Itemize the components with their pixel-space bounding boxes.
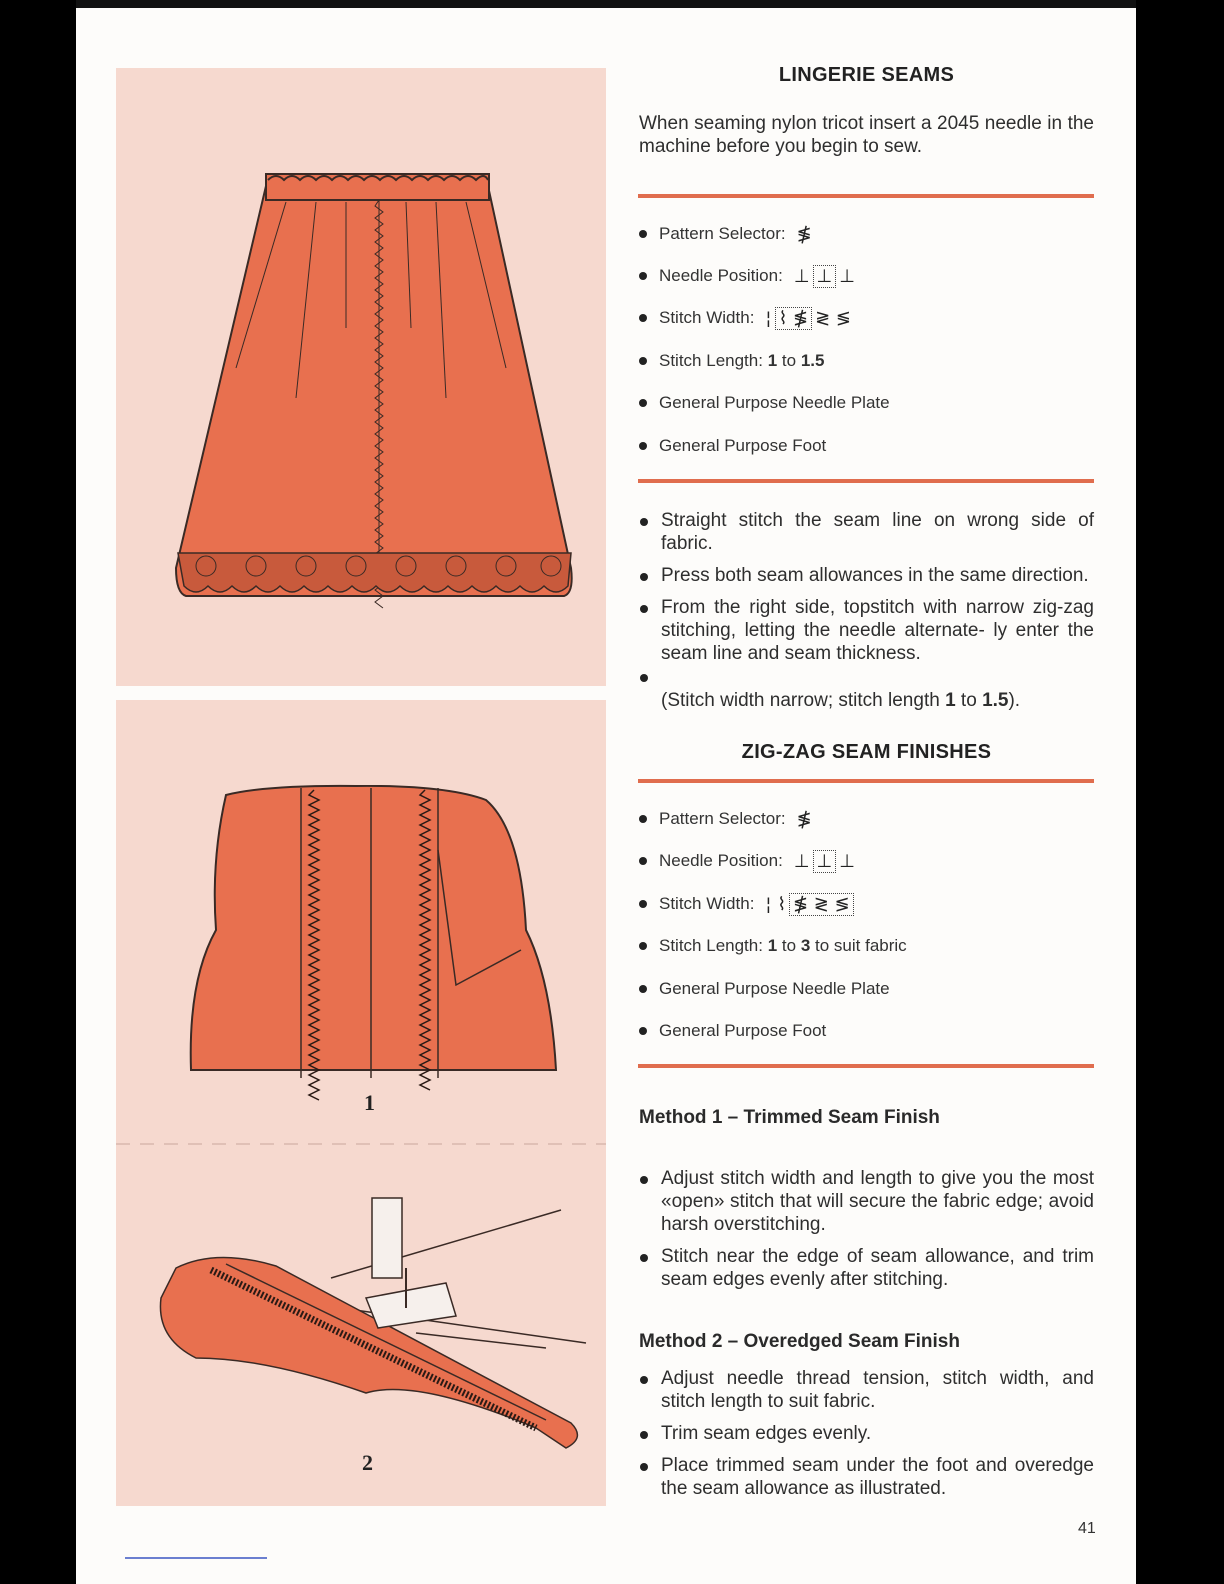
pattern-selector-spec: Pattern Selector: ≸ [639,219,815,249]
list-item: Adjust stitch width and length to give you the most «open» stitch that will secure the fabric edge; avoid harsh overstitching. [639,1167,1094,1236]
page-number: 41 [1078,1520,1096,1537]
stitch-width-spec: Stitch Width: ¦ ⌇ ≸ ≷ ≶ [639,889,854,919]
divider [638,779,1094,783]
method-2-title: Method 2 – Overedged Seam Finish [639,1331,960,1352]
divider [638,479,1094,483]
list-item: Place trimmed seam under the foot and overedge the seam allowance as illustrated. [639,1454,1094,1500]
stitch-width-icon: ¦ ⌇ ≸ ≷ ≶ [765,307,851,329]
stitch-length-spec: Stitch Length: 1 to 3 to suit fabric [639,931,907,961]
seam-figure-1 [116,700,606,1138]
zigzag-pattern-icon: ≸ [796,808,812,830]
needle-right-icon: ⊥ [839,265,855,287]
figure-2-label: 2 [362,1450,373,1475]
needle-center-icon: ⊥ [813,850,837,873]
needle-left-icon: ⊥ [793,850,810,872]
divider [638,1064,1094,1068]
needle-center-icon: ⊥ [813,265,837,288]
stitch-width-icon: ¦ ⌇ ≸ ≷ ≶ [762,893,853,916]
seam-fabric-drawing [116,700,606,1138]
list-item: From the right side, topstitch with narrow zig-zag stitching, letting the needle alternate- ly enter the seam line and seam thickness. [639,596,1094,665]
scan-right-margin [1136,0,1224,1584]
seam-figure-2 [116,1138,606,1506]
list-item: Adjust needle thread tension, stitch width, and stitch length to suit fabric. [639,1367,1094,1413]
skirt-illustration [116,68,606,686]
list-item: Stitch near the edge of seam allowance, and trim seam edges evenly after stitching. [639,1245,1094,1291]
zigzag-title: ZIG-ZAG SEAM FINISHES [741,741,992,763]
figure-1-label: 1 [364,1090,375,1115]
pattern-selector-spec: Pattern Selector: ≸ [639,804,815,834]
lingerie-seams-title: LINGERIE SEAMS [778,64,955,86]
scan-left-margin [0,0,76,1584]
scan-top-margin [76,0,1136,8]
stitch-width-spec: Stitch Width: ¦ ⌇ ≸ ≷ ≶ [639,303,854,333]
skirt-drawing [116,68,606,686]
needle-plate-spec: General Purpose Needle Plate [639,388,890,418]
list-item: Trim seam edges evenly. [639,1422,1094,1445]
lingerie-step3-note: (Stitch width narrow; stitch length 1 to 1.5). [661,690,1021,711]
scan-link-line [125,1557,267,1559]
method-1-steps [639,1167,1094,1300]
stitch-length-spec: Stitch Length: 1 to 1.5 [639,346,824,376]
sewing-machine-drawing [116,1138,606,1506]
method-2-steps [639,1367,1094,1509]
needle-plate-spec: General Purpose Needle Plate [639,974,890,1004]
zigzag-pattern-icon: ≸ [796,223,812,245]
lingerie-intro: When seaming nylon tricot insert a 2045 needle in the machine before you begin to sew. [639,113,1094,157]
list-item: Straight stitch the seam line on wrong side of fabric. [639,509,1094,555]
needle-right-icon: ⊥ [839,850,855,872]
needle-position-spec: Needle Position: ⊥ ⊥ ⊥ [639,261,858,291]
foot-spec: General Purpose Foot [639,431,826,461]
divider [638,194,1094,198]
method-1-title: Method 1 – Trimmed Seam Finish [639,1107,940,1128]
needle-left-icon: ⊥ [793,265,810,287]
lingerie-steps [639,509,1094,674]
needle-position-spec: Needle Position: ⊥ ⊥ ⊥ [639,846,858,876]
list-item: Press both seam allowances in the same direction. [639,564,1094,587]
foot-spec: General Purpose Foot [639,1016,826,1046]
